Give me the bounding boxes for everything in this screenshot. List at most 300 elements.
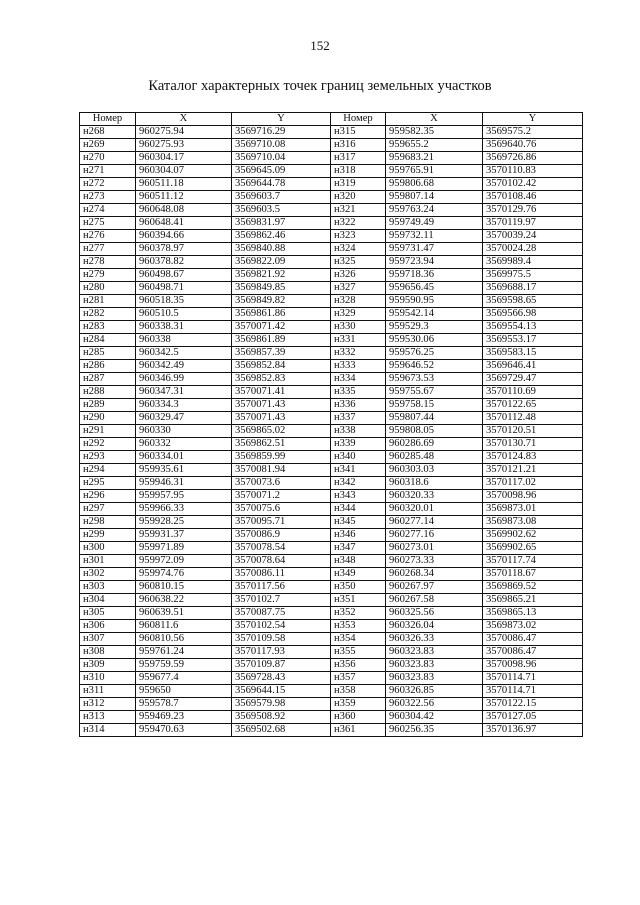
x-coordinate-cell: 960342.5 [136, 347, 232, 360]
table-row [80, 373, 583, 386]
point-number-cell: н294 [80, 464, 136, 477]
point-number-cell: н349 [331, 568, 386, 581]
y-coordinate-cell: 3570109.58 [232, 633, 331, 646]
y-coordinate-cell: 3569865.13 [483, 607, 583, 620]
y-coordinate-cell: 3569603.5 [232, 204, 331, 217]
table-row [80, 256, 583, 269]
point-number-cell: н280 [80, 282, 136, 295]
table-row [80, 594, 583, 607]
point-number-cell: н352 [331, 607, 386, 620]
point-number-cell: н344 [331, 503, 386, 516]
point-number-cell: н353 [331, 620, 386, 633]
point-number-cell: н285 [80, 347, 136, 360]
y-coordinate-cell: 3569566.98 [483, 308, 583, 321]
y-coordinate-cell: 3569710.08 [232, 139, 331, 152]
point-number-cell: н291 [80, 425, 136, 438]
table-row [80, 698, 583, 711]
table-row [80, 165, 583, 178]
table-row [80, 503, 583, 516]
point-number-cell: н322 [331, 217, 386, 230]
x-coordinate-cell: 960338 [136, 334, 232, 347]
point-number-cell: н311 [80, 685, 136, 698]
y-coordinate-cell: 3570108.46 [483, 191, 583, 204]
x-coordinate-cell: 960498.71 [136, 282, 232, 295]
point-number-cell: н290 [80, 412, 136, 425]
x-coordinate-cell: 959972.09 [136, 555, 232, 568]
y-coordinate-cell: 3570075.6 [232, 503, 331, 516]
point-number-cell: н350 [331, 581, 386, 594]
y-coordinate-cell: 3569861.86 [232, 308, 331, 321]
x-coordinate-cell: 959470.63 [136, 724, 232, 737]
table-row [80, 243, 583, 256]
x-coordinate-cell: 959946.31 [136, 477, 232, 490]
x-coordinate-cell: 960286.69 [386, 438, 483, 451]
y-coordinate-cell: 3570102.42 [483, 178, 583, 191]
x-coordinate-cell: 960347.31 [136, 386, 232, 399]
y-coordinate-cell: 3570118.67 [483, 568, 583, 581]
point-number-cell: н310 [80, 672, 136, 685]
point-number-cell: н296 [80, 490, 136, 503]
point-number-cell: н282 [80, 308, 136, 321]
y-coordinate-cell: 3569502.68 [232, 724, 331, 737]
point-number-cell: н272 [80, 178, 136, 191]
y-coordinate-cell: 3569822.09 [232, 256, 331, 269]
x-coordinate-cell: 959755.67 [386, 386, 483, 399]
table-row [80, 607, 583, 620]
table-row [80, 204, 583, 217]
point-number-cell: н326 [331, 269, 386, 282]
x-coordinate-cell: 959808.05 [386, 425, 483, 438]
header-number-right: Номер [331, 113, 386, 126]
y-coordinate-cell: 3570102.7 [232, 594, 331, 607]
point-number-cell: н295 [80, 477, 136, 490]
x-coordinate-cell: 960648.41 [136, 217, 232, 230]
x-coordinate-cell: 959646.52 [386, 360, 483, 373]
y-coordinate-cell: 3570114.71 [483, 672, 583, 685]
y-coordinate-cell: 3569852.84 [232, 360, 331, 373]
table-row [80, 555, 583, 568]
x-coordinate-cell: 960378.82 [136, 256, 232, 269]
y-coordinate-cell: 3569726.86 [483, 152, 583, 165]
table-body [80, 126, 583, 737]
table-row [80, 542, 583, 555]
page-number: 152 [310, 38, 330, 53]
y-coordinate-cell: 3570122.65 [483, 399, 583, 412]
x-coordinate-cell: 959590.95 [386, 295, 483, 308]
y-coordinate-cell: 3569849.82 [232, 295, 331, 308]
x-coordinate-cell: 959656.45 [386, 282, 483, 295]
table-row [80, 334, 583, 347]
x-coordinate-cell: 959761.24 [136, 646, 232, 659]
y-coordinate-cell: 3570071.42 [232, 321, 331, 334]
point-number-cell: н337 [331, 412, 386, 425]
y-coordinate-cell: 3569862.46 [232, 230, 331, 243]
y-coordinate-cell: 3570095.71 [232, 516, 331, 529]
x-coordinate-cell: 960639.51 [136, 607, 232, 620]
y-coordinate-cell: 3569902.65 [483, 542, 583, 555]
point-number-cell: н301 [80, 555, 136, 568]
point-number-cell: н331 [331, 334, 386, 347]
x-coordinate-cell: 959763.24 [386, 204, 483, 217]
table-row [80, 581, 583, 594]
x-coordinate-cell: 959529.3 [386, 321, 483, 334]
point-number-cell: н268 [80, 126, 136, 139]
y-coordinate-cell: 3570117.02 [483, 477, 583, 490]
point-number-cell: н336 [331, 399, 386, 412]
y-coordinate-cell: 3570120.51 [483, 425, 583, 438]
point-number-cell: н361 [331, 724, 386, 737]
x-coordinate-cell: 960277.14 [386, 516, 483, 529]
table-row [80, 529, 583, 542]
x-coordinate-cell: 960325.56 [386, 607, 483, 620]
x-coordinate-cell: 959928.25 [136, 516, 232, 529]
y-coordinate-cell: 3569873.01 [483, 503, 583, 516]
x-coordinate-cell: 960329.47 [136, 412, 232, 425]
y-coordinate-cell: 3570110.69 [483, 386, 583, 399]
x-coordinate-cell: 960330 [136, 425, 232, 438]
y-coordinate-cell: 3570117.56 [232, 581, 331, 594]
point-number-cell: н270 [80, 152, 136, 165]
point-number-cell: н278 [80, 256, 136, 269]
point-number-cell: н325 [331, 256, 386, 269]
table-row [80, 490, 583, 503]
y-coordinate-cell: 3569865.02 [232, 425, 331, 438]
point-number-cell: н276 [80, 230, 136, 243]
point-number-cell: н281 [80, 295, 136, 308]
x-coordinate-cell: 960304.42 [386, 711, 483, 724]
point-number-cell: н309 [80, 659, 136, 672]
point-number-cell: н348 [331, 555, 386, 568]
table-row [80, 269, 583, 282]
x-coordinate-cell: 959677.4 [136, 672, 232, 685]
table-row [80, 282, 583, 295]
y-coordinate-cell: 3569640.76 [483, 139, 583, 152]
table-row [80, 620, 583, 633]
y-coordinate-cell: 3569646.41 [483, 360, 583, 373]
y-coordinate-cell: 3570039.24 [483, 230, 583, 243]
x-coordinate-cell: 960318.6 [386, 477, 483, 490]
x-coordinate-cell: 960267.97 [386, 581, 483, 594]
point-number-cell: н313 [80, 711, 136, 724]
y-coordinate-cell: 3570110.83 [483, 165, 583, 178]
x-coordinate-cell: 959723.94 [386, 256, 483, 269]
y-coordinate-cell: 3569975.5 [483, 269, 583, 282]
point-number-cell: н316 [331, 139, 386, 152]
x-coordinate-cell: 959683.21 [386, 152, 483, 165]
x-coordinate-cell: 960811.6 [136, 620, 232, 633]
x-coordinate-cell: 959731.47 [386, 243, 483, 256]
point-number-cell: н334 [331, 373, 386, 386]
y-coordinate-cell: 3569579.98 [232, 698, 331, 711]
y-coordinate-cell: 3569821.92 [232, 269, 331, 282]
point-number-cell: н283 [80, 321, 136, 334]
point-number-cell: н286 [80, 360, 136, 373]
x-coordinate-cell: 959807.44 [386, 412, 483, 425]
y-coordinate-cell: 3570117.93 [232, 646, 331, 659]
y-coordinate-cell: 3569710.04 [232, 152, 331, 165]
y-coordinate-cell: 3570024.28 [483, 243, 583, 256]
x-coordinate-cell: 960810.56 [136, 633, 232, 646]
point-number-cell: н306 [80, 620, 136, 633]
x-coordinate-cell: 959935.61 [136, 464, 232, 477]
x-coordinate-cell: 960320.33 [386, 490, 483, 503]
y-coordinate-cell: 3570071.41 [232, 386, 331, 399]
x-coordinate-cell: 960511.18 [136, 178, 232, 191]
x-coordinate-cell: 960326.33 [386, 633, 483, 646]
y-coordinate-cell: 3569508.92 [232, 711, 331, 724]
point-number-cell: н358 [331, 685, 386, 698]
x-coordinate-cell: 960273.33 [386, 555, 483, 568]
y-coordinate-cell: 3570081.94 [232, 464, 331, 477]
point-number-cell: н273 [80, 191, 136, 204]
y-coordinate-cell: 3569840.88 [232, 243, 331, 256]
x-coordinate-cell: 960498.67 [136, 269, 232, 282]
x-coordinate-cell: 960334.01 [136, 451, 232, 464]
y-coordinate-cell: 3570086.47 [483, 646, 583, 659]
y-coordinate-cell: 3569902.62 [483, 529, 583, 542]
table-row [80, 347, 583, 360]
y-coordinate-cell: 3570127.05 [483, 711, 583, 724]
point-number-cell: н338 [331, 425, 386, 438]
point-number-cell: н304 [80, 594, 136, 607]
point-number-cell: н277 [80, 243, 136, 256]
table-row [80, 321, 583, 334]
header-number-left: Номер [80, 113, 136, 126]
x-coordinate-cell: 960320.01 [386, 503, 483, 516]
point-number-cell: н341 [331, 464, 386, 477]
y-coordinate-cell: 3570078.54 [232, 542, 331, 555]
table-row [80, 633, 583, 646]
x-coordinate-cell: 960323.83 [386, 659, 483, 672]
y-coordinate-cell: 3569716.29 [232, 126, 331, 139]
table-row [80, 191, 583, 204]
x-coordinate-cell: 960303.03 [386, 464, 483, 477]
point-number-cell: н315 [331, 126, 386, 139]
x-coordinate-cell: 959931.37 [136, 529, 232, 542]
table-row [80, 646, 583, 659]
header-y-left: Y [232, 113, 331, 126]
x-coordinate-cell: 960810.15 [136, 581, 232, 594]
y-coordinate-cell: 3570098.96 [483, 490, 583, 503]
x-coordinate-cell: 960285.48 [386, 451, 483, 464]
point-number-cell: н275 [80, 217, 136, 230]
table-row [80, 672, 583, 685]
x-coordinate-cell: 959974.76 [136, 568, 232, 581]
points-catalog-table [79, 112, 583, 737]
point-number-cell: н289 [80, 399, 136, 412]
table-row [80, 217, 583, 230]
y-coordinate-cell: 3569645.09 [232, 165, 331, 178]
table-row [80, 438, 583, 451]
x-coordinate-cell: 959469.23 [136, 711, 232, 724]
point-number-cell: н354 [331, 633, 386, 646]
x-coordinate-cell: 959582.35 [386, 126, 483, 139]
point-number-cell: н343 [331, 490, 386, 503]
table-row [80, 659, 583, 672]
y-coordinate-cell: 3570086.47 [483, 633, 583, 646]
table-row [80, 516, 583, 529]
x-coordinate-cell: 959957.95 [136, 490, 232, 503]
y-coordinate-cell: 3569861.89 [232, 334, 331, 347]
y-coordinate-cell: 3569873.08 [483, 516, 583, 529]
y-coordinate-cell: 3569729.47 [483, 373, 583, 386]
x-coordinate-cell: 960394.66 [136, 230, 232, 243]
point-number-cell: н292 [80, 438, 136, 451]
point-number-cell: н288 [80, 386, 136, 399]
table-row [80, 178, 583, 191]
x-coordinate-cell: 959758.15 [386, 399, 483, 412]
point-number-cell: н340 [331, 451, 386, 464]
x-coordinate-cell: 960326.04 [386, 620, 483, 633]
x-coordinate-cell: 960275.93 [136, 139, 232, 152]
x-coordinate-cell: 960511.12 [136, 191, 232, 204]
y-coordinate-cell: 3570086.9 [232, 529, 331, 542]
point-number-cell: н320 [331, 191, 386, 204]
x-coordinate-cell: 960277.16 [386, 529, 483, 542]
point-number-cell: н359 [331, 698, 386, 711]
table-row [80, 295, 583, 308]
x-coordinate-cell: 959759.59 [136, 659, 232, 672]
x-coordinate-cell: 959650 [136, 685, 232, 698]
table-row [80, 412, 583, 425]
y-coordinate-cell: 3570114.71 [483, 685, 583, 698]
table-row [80, 685, 583, 698]
x-coordinate-cell: 959807.14 [386, 191, 483, 204]
point-number-cell: н287 [80, 373, 136, 386]
x-coordinate-cell: 960326.85 [386, 685, 483, 698]
point-number-cell: н351 [331, 594, 386, 607]
point-number-cell: н318 [331, 165, 386, 178]
point-number-cell: н312 [80, 698, 136, 711]
x-coordinate-cell: 959576.25 [386, 347, 483, 360]
x-coordinate-cell: 960338.31 [136, 321, 232, 334]
x-coordinate-cell: 960334.3 [136, 399, 232, 412]
point-number-cell: н298 [80, 516, 136, 529]
point-number-cell: н317 [331, 152, 386, 165]
y-coordinate-cell: 3570130.71 [483, 438, 583, 451]
y-coordinate-cell: 3569575.2 [483, 126, 583, 139]
y-coordinate-cell: 3569603.7 [232, 191, 331, 204]
x-coordinate-cell: 959732.11 [386, 230, 483, 243]
x-coordinate-cell: 960518.35 [136, 295, 232, 308]
header-x-left: X [136, 113, 232, 126]
y-coordinate-cell: 3569728.43 [232, 672, 331, 685]
point-number-cell: н321 [331, 204, 386, 217]
y-coordinate-cell: 3569852.83 [232, 373, 331, 386]
point-number-cell: н274 [80, 204, 136, 217]
point-number-cell: н293 [80, 451, 136, 464]
x-coordinate-cell: 959718.36 [386, 269, 483, 282]
y-coordinate-cell: 3570087.75 [232, 607, 331, 620]
x-coordinate-cell: 960267.58 [386, 594, 483, 607]
x-coordinate-cell: 960273.01 [386, 542, 483, 555]
y-coordinate-cell: 3569644.15 [232, 685, 331, 698]
point-number-cell: н357 [331, 672, 386, 685]
point-number-cell: н330 [331, 321, 386, 334]
y-coordinate-cell: 3569554.13 [483, 321, 583, 334]
y-coordinate-cell: 3570086.11 [232, 568, 331, 581]
point-number-cell: н327 [331, 282, 386, 295]
point-number-cell: н328 [331, 295, 386, 308]
y-coordinate-cell: 3570071.43 [232, 412, 331, 425]
point-number-cell: н360 [331, 711, 386, 724]
x-coordinate-cell: 960510.5 [136, 308, 232, 321]
y-coordinate-cell: 3569831.97 [232, 217, 331, 230]
table-row [80, 126, 583, 139]
x-coordinate-cell: 959749.49 [386, 217, 483, 230]
point-number-cell: н300 [80, 542, 136, 555]
point-number-cell: н329 [331, 308, 386, 321]
y-coordinate-cell: 3570121.21 [483, 464, 583, 477]
point-number-cell: н333 [331, 360, 386, 373]
point-number-cell: н302 [80, 568, 136, 581]
point-number-cell: н345 [331, 516, 386, 529]
point-number-cell: н307 [80, 633, 136, 646]
table-row [80, 399, 583, 412]
table-row [80, 308, 583, 321]
table-row [80, 464, 583, 477]
point-number-cell: н346 [331, 529, 386, 542]
x-coordinate-cell: 960648.08 [136, 204, 232, 217]
y-coordinate-cell: 3570112.48 [483, 412, 583, 425]
point-number-cell: н342 [331, 477, 386, 490]
point-number-cell: н279 [80, 269, 136, 282]
y-coordinate-cell: 3569859.99 [232, 451, 331, 464]
x-coordinate-cell: 959655.2 [386, 139, 483, 152]
point-number-cell: н319 [331, 178, 386, 191]
y-coordinate-cell: 3569583.15 [483, 347, 583, 360]
point-number-cell: н332 [331, 347, 386, 360]
point-number-cell: н308 [80, 646, 136, 659]
table-row [80, 360, 583, 373]
y-coordinate-cell: 3570098.96 [483, 659, 583, 672]
x-coordinate-cell: 960268.34 [386, 568, 483, 581]
x-coordinate-cell: 959542.14 [386, 308, 483, 321]
y-coordinate-cell: 3570124.83 [483, 451, 583, 464]
point-number-cell: н323 [331, 230, 386, 243]
y-coordinate-cell: 3570071.43 [232, 399, 331, 412]
table-row [80, 139, 583, 152]
x-coordinate-cell: 959966.33 [136, 503, 232, 516]
page-title: Каталог характерных точек границ земельных участков [148, 78, 492, 94]
x-coordinate-cell: 960256.35 [386, 724, 483, 737]
x-coordinate-cell: 960322.56 [386, 698, 483, 711]
point-number-cell: н314 [80, 724, 136, 737]
y-coordinate-cell: 3569688.17 [483, 282, 583, 295]
header-x-right: X [386, 113, 483, 126]
y-coordinate-cell: 3570078.64 [232, 555, 331, 568]
y-coordinate-cell: 3570119.97 [483, 217, 583, 230]
table-header-row [80, 113, 583, 126]
point-number-cell: н271 [80, 165, 136, 178]
point-number-cell: н335 [331, 386, 386, 399]
header-y-right: Y [483, 113, 583, 126]
y-coordinate-cell: 3569865.21 [483, 594, 583, 607]
point-number-cell: н269 [80, 139, 136, 152]
y-coordinate-cell: 3569598.65 [483, 295, 583, 308]
x-coordinate-cell: 960304.07 [136, 165, 232, 178]
y-coordinate-cell: 3570122.15 [483, 698, 583, 711]
point-number-cell: н297 [80, 503, 136, 516]
table-row [80, 711, 583, 724]
y-coordinate-cell: 3569857.39 [232, 347, 331, 360]
point-number-cell: н303 [80, 581, 136, 594]
y-coordinate-cell: 3570117.74 [483, 555, 583, 568]
table-row [80, 386, 583, 399]
table-row [80, 230, 583, 243]
point-number-cell: н339 [331, 438, 386, 451]
y-coordinate-cell: 3569644.78 [232, 178, 331, 191]
